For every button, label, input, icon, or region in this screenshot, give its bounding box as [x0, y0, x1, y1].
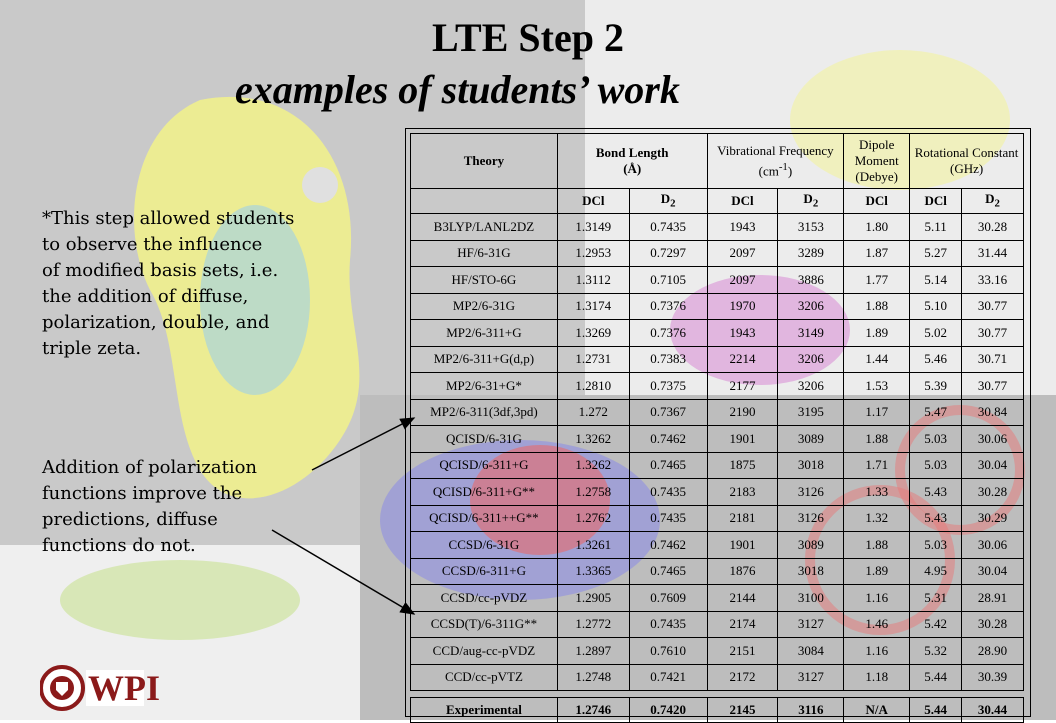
value-cell: 3126	[778, 505, 844, 532]
value-cell: 0.7297	[629, 240, 707, 267]
value-cell: 1943	[707, 214, 778, 241]
table-row	[411, 479, 1024, 506]
value-cell: 2181	[707, 505, 778, 532]
value-cell: 1876	[707, 558, 778, 585]
theory-cell: QCISD/6-311+G	[411, 452, 558, 479]
theory-cell: QCISD/6-311+G**	[411, 479, 558, 506]
table-row	[411, 585, 1024, 612]
table-row	[411, 320, 1024, 347]
theory-cell: QCISD/6-311++G**	[411, 505, 558, 532]
value-cell: 5.27	[910, 240, 962, 267]
subheader-dcl: DCl	[557, 189, 629, 214]
value-cell: 1.3261	[557, 532, 629, 559]
cell: 30.44	[962, 698, 1024, 723]
cell: 3116	[778, 698, 844, 723]
value-cell: 30.84	[962, 399, 1024, 426]
table-row	[411, 532, 1024, 559]
value-cell: 5.03	[910, 426, 962, 453]
value-cell: 0.7609	[629, 585, 707, 612]
value-cell: 1.71	[844, 452, 910, 479]
value-cell: 2177	[707, 373, 778, 400]
theory-cell: HF/6-31G	[411, 240, 558, 267]
value-cell: 30.77	[962, 293, 1024, 320]
header-theory: Theory	[411, 134, 558, 189]
value-cell: 3153	[778, 214, 844, 241]
value-cell: 1.17	[844, 399, 910, 426]
value-cell: 0.7367	[629, 399, 707, 426]
value-cell: 3195	[778, 399, 844, 426]
value-cell: 1.80	[844, 214, 910, 241]
value-cell: 3886	[778, 267, 844, 294]
logo-text: WPI	[88, 668, 160, 708]
cell: 0.7420	[629, 698, 707, 723]
value-cell: 30.77	[962, 320, 1024, 347]
table-row	[411, 293, 1024, 320]
slide-title: LTE Step 2	[432, 15, 624, 60]
value-cell: 1.272	[557, 399, 629, 426]
value-cell: 0.7435	[629, 505, 707, 532]
value-cell: 31.44	[962, 240, 1024, 267]
value-cell: 2174	[707, 611, 778, 638]
value-cell: 1.2748	[557, 664, 629, 691]
value-cell: 1.2762	[557, 505, 629, 532]
cell: 2145	[707, 698, 778, 723]
cell: N/A	[844, 698, 910, 723]
value-cell: 5.31	[910, 585, 962, 612]
value-cell: 1.2897	[557, 638, 629, 665]
value-cell: 0.7421	[629, 664, 707, 691]
value-cell: 30.28	[962, 214, 1024, 241]
spacer-row	[411, 691, 1024, 698]
value-cell: 5.46	[910, 346, 962, 373]
value-cell: 5.43	[910, 479, 962, 506]
value-cell: 1901	[707, 532, 778, 559]
value-cell: 0.7376	[629, 320, 707, 347]
cell: 1.2746	[557, 698, 629, 723]
slide-subtitle: examples of students’ work	[235, 67, 680, 112]
table-body	[411, 214, 1024, 691]
value-cell: 1.32	[844, 505, 910, 532]
theory-cell: B3LYP/LANL2DZ	[411, 214, 558, 241]
table-row	[411, 346, 1024, 373]
value-cell: 1.46	[844, 611, 910, 638]
theory-cell: CCSD/6-311+G	[411, 558, 558, 585]
value-cell: 5.14	[910, 267, 962, 294]
value-cell: 3089	[778, 426, 844, 453]
value-cell: 3127	[778, 611, 844, 638]
subheader-blank	[411, 189, 558, 214]
header-row	[411, 134, 1024, 189]
value-cell: 30.06	[962, 532, 1024, 559]
value-cell: 28.90	[962, 638, 1024, 665]
value-cell: 1.44	[844, 346, 910, 373]
value-cell: 0.7105	[629, 267, 707, 294]
value-cell: 0.7435	[629, 214, 707, 241]
theory-cell: MP2/6-31+G*	[411, 373, 558, 400]
value-cell: 5.44	[910, 664, 962, 691]
value-cell: 3206	[778, 346, 844, 373]
value-cell: 30.39	[962, 664, 1024, 691]
value-cell: 1.3365	[557, 558, 629, 585]
value-cell: 3100	[778, 585, 844, 612]
value-cell: 2172	[707, 664, 778, 691]
subheader-d2: $D_2$	[778, 189, 844, 214]
value-cell: 1.89	[844, 558, 910, 585]
value-cell: 1.3269	[557, 320, 629, 347]
value-cell: 1.53	[844, 373, 910, 400]
value-cell: 1.3149	[557, 214, 629, 241]
theory-cell: CCSD(T)/6-311G**	[411, 611, 558, 638]
value-cell: 1.16	[844, 638, 910, 665]
value-cell: 1.2953	[557, 240, 629, 267]
table-row	[411, 558, 1024, 585]
header-rotational-constant: Rotational Constant (GHz)	[910, 134, 1024, 189]
value-cell: 2144	[707, 585, 778, 612]
subheader-row	[411, 189, 1024, 214]
value-cell: 1901	[707, 426, 778, 453]
value-cell: 1943	[707, 320, 778, 347]
value-cell: 1970	[707, 293, 778, 320]
value-cell: 30.28	[962, 611, 1024, 638]
value-cell: 1.33	[844, 479, 910, 506]
table-row	[411, 373, 1024, 400]
value-cell: 1.3112	[557, 267, 629, 294]
value-cell: 3289	[778, 240, 844, 267]
polarization-note: Addition of polarization functions improve the predictions, diffuse functions do not.	[42, 457, 258, 556]
theory-cell: CCSD/6-31G	[411, 532, 558, 559]
value-cell: 3018	[778, 452, 844, 479]
theory-cell: MP2/6-31G	[411, 293, 558, 320]
results-table-frame	[405, 128, 1031, 717]
value-cell: 30.28	[962, 479, 1024, 506]
value-cell: 3126	[778, 479, 844, 506]
table-row	[411, 214, 1024, 241]
value-cell: 5.10	[910, 293, 962, 320]
value-cell: 3018	[778, 558, 844, 585]
value-cell: 4.95	[910, 558, 962, 585]
value-cell: 2214	[707, 346, 778, 373]
theory-cell: MP2/6-311+G(d,p)	[411, 346, 558, 373]
theory-cell: MP2/6-311+G	[411, 320, 558, 347]
value-cell: 1.16	[844, 585, 910, 612]
header-vibrational-frequency: Vibrational Frequency $(cm^{-1})$	[707, 134, 844, 189]
value-cell: 33.16	[962, 267, 1024, 294]
results-table	[410, 133, 1024, 723]
value-cell: 3127	[778, 664, 844, 691]
theory-cell: CCSD/cc-pVDZ	[411, 585, 558, 612]
value-cell: 1.87	[844, 240, 910, 267]
value-cell: 1875	[707, 452, 778, 479]
value-cell: 1.88	[844, 426, 910, 453]
value-cell: 5.11	[910, 214, 962, 241]
theory-cell: CCD/cc-pVTZ	[411, 664, 558, 691]
value-cell: 30.71	[962, 346, 1024, 373]
subheader-dcl: DCl	[910, 189, 962, 214]
value-cell: 1.88	[844, 532, 910, 559]
table-row	[411, 611, 1024, 638]
value-cell: 0.7465	[629, 452, 707, 479]
value-cell: 3084	[778, 638, 844, 665]
value-cell: 0.7462	[629, 426, 707, 453]
cell: 5.44	[910, 698, 962, 723]
value-cell: 5.03	[910, 532, 962, 559]
theory-cell: QCISD/6-31G	[411, 426, 558, 453]
value-cell: 0.7435	[629, 611, 707, 638]
value-cell: 1.2772	[557, 611, 629, 638]
value-cell: 1.2758	[557, 479, 629, 506]
value-cell: 2183	[707, 479, 778, 506]
table-row	[411, 267, 1024, 294]
value-cell: 0.7610	[629, 638, 707, 665]
subheader-dcl: DCl	[707, 189, 778, 214]
table-row	[411, 505, 1024, 532]
experimental-row	[411, 698, 1024, 723]
value-cell: 0.7375	[629, 373, 707, 400]
value-cell: 1.77	[844, 267, 910, 294]
value-cell: 0.7376	[629, 293, 707, 320]
arrow-to-ccsdt-row	[272, 530, 414, 614]
value-cell: 1.3262	[557, 452, 629, 479]
header-dipole-moment: Dipole Moment (Debye)	[844, 134, 910, 189]
value-cell: 5.42	[910, 611, 962, 638]
value-cell: 0.7435	[629, 479, 707, 506]
arrow-to-mp2-row	[312, 418, 414, 470]
header-bond-length: Bond Length (Å)	[557, 134, 707, 189]
value-cell: 1.3262	[557, 426, 629, 453]
value-cell: 5.43	[910, 505, 962, 532]
value-cell: 5.32	[910, 638, 962, 665]
value-cell: 30.04	[962, 452, 1024, 479]
subheader-dcl: DCl	[844, 189, 910, 214]
value-cell: 5.39	[910, 373, 962, 400]
table-row	[411, 399, 1024, 426]
subheader-d2: $D_2$	[962, 189, 1024, 214]
value-cell: 30.29	[962, 505, 1024, 532]
value-cell: 5.03	[910, 452, 962, 479]
value-cell: 5.02	[910, 320, 962, 347]
basis-set-note: *This step allowed students to observe the influence of modified basis sets, i.e. the addition of diffuse, polarization, double, and triple zeta.	[42, 208, 295, 359]
table-row	[411, 452, 1024, 479]
table-row	[411, 638, 1024, 665]
value-cell: 30.77	[962, 373, 1024, 400]
value-cell: 1.2905	[557, 585, 629, 612]
value-cell: 30.04	[962, 558, 1024, 585]
value-cell: 1.88	[844, 293, 910, 320]
value-cell: 1.18	[844, 664, 910, 691]
value-cell: 3206	[778, 293, 844, 320]
theory-cell: HF/STO-6G	[411, 267, 558, 294]
value-cell: 3089	[778, 532, 844, 559]
value-cell: 0.7465	[629, 558, 707, 585]
value-cell: 2097	[707, 267, 778, 294]
wpi-logo	[40, 660, 160, 716]
value-cell: 1.2810	[557, 373, 629, 400]
value-cell: 2151	[707, 638, 778, 665]
theory-cell: CCD/aug-cc-pVDZ	[411, 638, 558, 665]
table-row	[411, 426, 1024, 453]
value-cell: 1.89	[844, 320, 910, 347]
value-cell: 1.3174	[557, 293, 629, 320]
value-cell: 5.47	[910, 399, 962, 426]
subheader-d2: $D_2$	[629, 189, 707, 214]
value-cell: 0.7383	[629, 346, 707, 373]
value-cell: 3206	[778, 373, 844, 400]
theory-cell: MP2/6-311(3df,3pd)	[411, 399, 558, 426]
value-cell: 3149	[778, 320, 844, 347]
value-cell: 30.06	[962, 426, 1024, 453]
value-cell: 28.91	[962, 585, 1024, 612]
value-cell: 2097	[707, 240, 778, 267]
cell: Experimental	[411, 698, 558, 723]
table-row	[411, 664, 1024, 691]
value-cell: 0.7462	[629, 532, 707, 559]
table-row	[411, 240, 1024, 267]
value-cell: 2190	[707, 399, 778, 426]
value-cell: 1.2731	[557, 346, 629, 373]
